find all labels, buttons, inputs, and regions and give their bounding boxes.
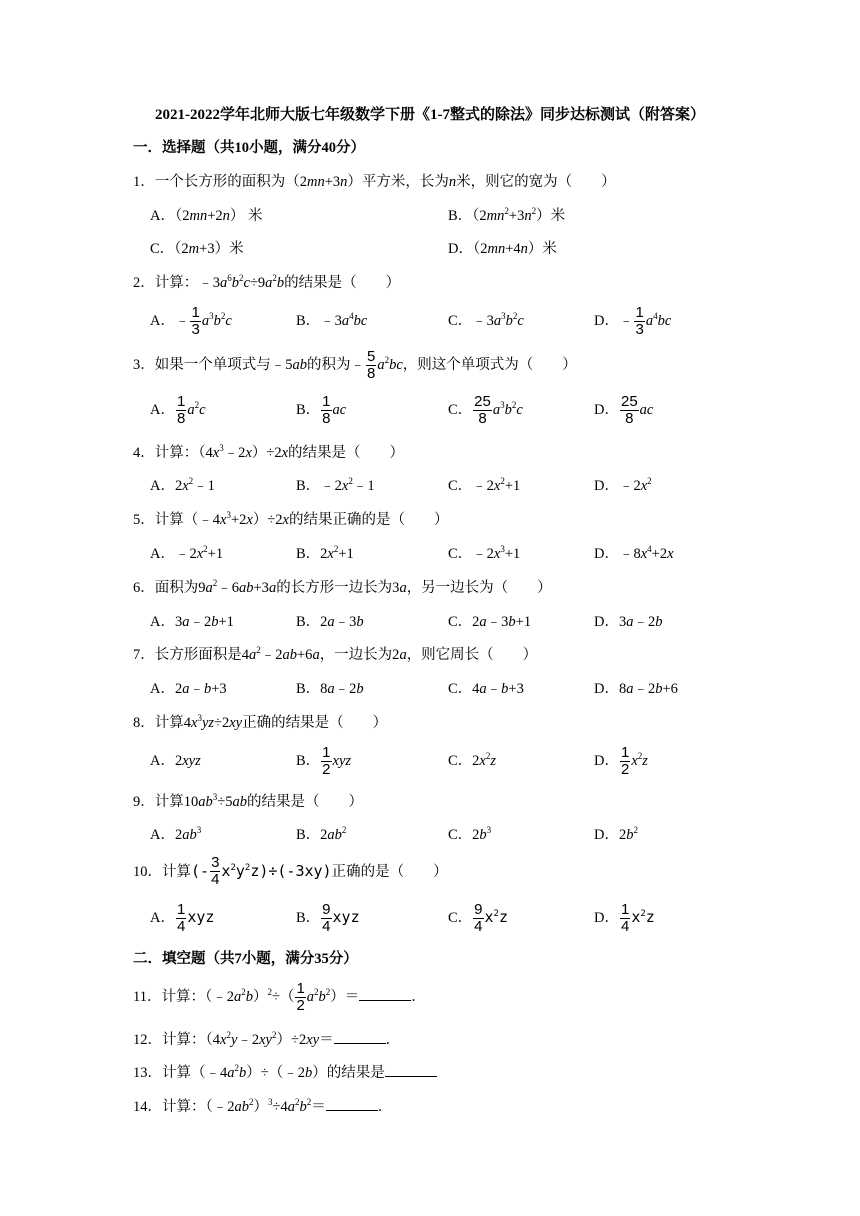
q1-option-b[interactable]: B．$(2mn^2+3n^2)$米 — [448, 206, 566, 224]
question-14: 14．计算：$(﹣2ab^2)^3\div 4a^2b^2=$ ． — [133, 1097, 393, 1115]
fraction: $\frac{1}{4}$ — [176, 901, 186, 936]
q10-option-a[interactable]: A． $\frac{1}{4}$ xyz — [150, 901, 215, 936]
q4-option-c[interactable]: C．$﹣2x^2+1$ — [448, 476, 521, 494]
q6-option-a[interactable]: A．3a﹣2b+1 — [150, 614, 234, 630]
q8-option-c[interactable]: C．$2x^2z$ — [448, 751, 497, 769]
answer-blank[interactable] — [334, 1031, 386, 1044]
question-7: 7．长方形面积是$4a^2﹣2ab+6a$，一边长为2a，则它周长（ ） — [133, 645, 538, 663]
q10-option-d[interactable]: D． $\frac{1}{4}$ $x^2z$ — [594, 901, 655, 936]
q7-option-b[interactable]: B．8a﹣2b — [296, 681, 364, 697]
fraction: $\frac{1}{4}$ — [620, 901, 630, 936]
fraction: $\frac{1}{2}$ — [296, 980, 305, 1015]
question-9: 9．计算$10ab^3\div 5ab$的结果是（ ） — [133, 792, 363, 810]
fraction: $\frac{5}{8}$ — [367, 348, 376, 383]
question-4: 4．计算：$(4x^3﹣2x)\div 2x$的结果是（ ） — [133, 443, 405, 461]
q2-option-d[interactable]: D．﹣ $\frac{1}{3}$ $a^4bc$ — [594, 304, 672, 339]
q8-option-b[interactable]: B． $\frac{1}{2}$ xyz — [296, 744, 352, 779]
question-10: 10．计算(- $\frac{3}{4}$ $x^2y^2z)\div(-3xy)$正确的是（ ） — [133, 854, 448, 888]
fraction: $\frac{3}{4}$ — [211, 854, 220, 888]
q5-option-c[interactable]: C．$﹣2x^3+1$ — [448, 544, 521, 562]
fraction: $\frac{1}{2}$ — [322, 744, 331, 779]
fraction: $\frac{9}{4}$ — [322, 901, 331, 936]
question-1: 1．一个长方形的面积为（2mn+3n）平方米，长为n米，则它的宽为（ ） — [133, 174, 616, 190]
q7-option-c[interactable]: C．4a﹣b+3 — [448, 681, 524, 697]
fraction: $\frac{25}{8}$ — [620, 393, 638, 428]
q1-option-a[interactable]: A．（2mn+2n） 米 — [150, 208, 263, 224]
fraction: $\frac{1}{3}$ — [191, 304, 200, 339]
question-6: 6．面积为$9a^2﹣6ab+3a$的长方形一边长为3a，另一边长为（ ） — [133, 578, 552, 596]
q2-option-c[interactable]: C．$﹣3a^3b^2c$ — [448, 311, 524, 329]
question-11: 11．计算：$(﹣2a^2b)^2\div$（ $\frac{1}{2}$ $a^2b^2)=$ ． — [133, 980, 426, 1015]
q6-option-d[interactable]: D．3a﹣2b — [594, 614, 663, 630]
q9-option-d[interactable]: D．$2b^2$ — [594, 825, 638, 843]
question-3: 3．如果一个单项式与﹣5ab的积为﹣ $\frac{5}{8}$ $a^2bc$，则这个单项式为（ ） — [133, 348, 577, 383]
q9-option-b[interactable]: B．$2ab^2$ — [296, 825, 347, 843]
q6-option-c[interactable]: C．2a﹣3b+1 — [448, 614, 532, 630]
q8-option-a[interactable]: A．2xyz — [150, 753, 201, 769]
fraction: $\frac{25}{8}$ — [474, 393, 491, 428]
q6-option-b[interactable]: B．2a﹣3b — [296, 614, 364, 630]
fraction: $\frac{1}{2}$ — [620, 744, 630, 779]
q1-option-d[interactable]: D．（2mn+4n）米 — [448, 241, 557, 257]
q4-option-b[interactable]: B．$﹣2x^2﹣1$ — [296, 476, 375, 494]
q4-option-a[interactable]: A．$2x^2﹣1$ — [150, 476, 215, 494]
q7-option-a[interactable]: A．2a﹣b+3 — [150, 681, 227, 697]
q5-option-b[interactable]: B．$2x^2+1$ — [296, 544, 354, 562]
q3-option-b[interactable]: B． $\frac{1}{8}$ ac — [296, 393, 347, 428]
q4-option-d[interactable]: D．$﹣2x^2$ — [594, 476, 652, 494]
q9-option-a[interactable]: A．$2ab^3$ — [150, 825, 202, 843]
question-8: 8．计算$4x^3yz\div 2xy$正确的结果是（ ） — [133, 713, 388, 731]
q7-option-d[interactable]: D．8a﹣2b+6 — [594, 681, 678, 697]
fraction: $\frac{1}{8}$ — [176, 393, 186, 428]
page-title: 2021-2022学年北师大版七年级数学下册《1-7整式的除法》同步达标测试（附答案） — [155, 107, 705, 123]
q9-option-c[interactable]: C．$2b^3$ — [448, 825, 492, 843]
question-12: 12．计算：$(4x^2y﹣2xy^2)\div 2xy=$ ． — [133, 1030, 401, 1048]
answer-blank[interactable] — [359, 988, 411, 1001]
answer-blank[interactable] — [385, 1064, 437, 1077]
q2-option-b[interactable]: B．$﹣3a^4bc$ — [296, 311, 368, 329]
fraction: $\frac{1}{3}$ — [635, 304, 644, 339]
q10-option-b[interactable]: B． $\frac{9}{4}$ xyz — [296, 901, 360, 936]
q3-option-a[interactable]: A． $\frac{1}{8}$ $a^2c$ — [150, 393, 206, 428]
q1-option-c[interactable]: C．（2m+3）米 — [150, 241, 244, 257]
question-13: 13．计算$(﹣4a^2b)\div(﹣2b)$的结果是 — [133, 1061, 437, 1082]
question-5: 5．计算$(﹣4x^3+2x)\div 2x$的结果正确的是（ ） — [133, 510, 449, 528]
section-heading-fill: 二．填空题（共7小题，满分35分） — [133, 951, 358, 967]
question-2: 2．计算：$﹣3a^6b^2c\div 9a^2b$的结果是（ ） — [133, 273, 401, 291]
q5-option-a[interactable]: A．$﹣2x^2+1$ — [150, 544, 224, 562]
fraction: $\frac{1}{8}$ — [322, 393, 331, 428]
q10-option-c[interactable]: C． $\frac{9}{4}$ $x^2z$ — [448, 901, 508, 936]
answer-blank[interactable] — [326, 1098, 378, 1111]
fraction: $\frac{9}{4}$ — [474, 901, 483, 936]
q3-option-c[interactable]: C． $\frac{25}{8}$ $a^3b^2c$ — [448, 393, 523, 428]
q8-option-d[interactable]: D． $\frac{1}{2}$ $x^2z$ — [594, 744, 648, 779]
section-heading-choice: 一．选择题（共10小题，满分40分） — [133, 140, 365, 156]
q3-option-d[interactable]: D． $\frac{25}{8}$ ac — [594, 393, 654, 428]
q5-option-d[interactable]: D．$﹣8x^4+2x$ — [594, 544, 674, 562]
q2-option-a[interactable]: A．﹣ $\frac{1}{3}$ $a^3b^2c$ — [150, 304, 232, 339]
